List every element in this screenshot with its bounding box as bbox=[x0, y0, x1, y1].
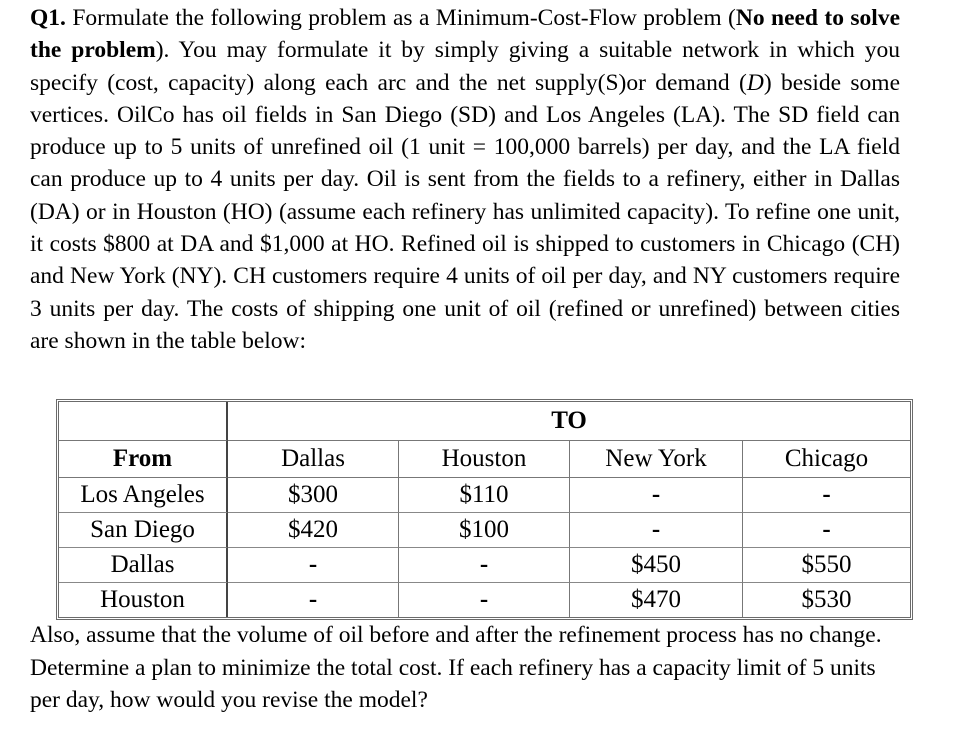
table-cell: - bbox=[228, 548, 399, 583]
table-cell: - bbox=[743, 478, 910, 513]
column-header: Chicago bbox=[743, 441, 910, 478]
table-cell: - bbox=[399, 583, 570, 617]
table-row bbox=[59, 513, 910, 548]
question-body: beside some vertices. OilCo has oil fields in San Diego (SD) and Los Angeles (LA). The SD field can produce up to 5 units of unrefined oil (1 unit = 100,000 barrels) per day, and the LA field can produce up to 4 units per day. Oil is sent from the fields to a refinery, either in Dallas (DA) or in Houston (HO) (assume each refinery has unlimited capacity). To refine one unit, it costs $800 at DA and $1,000 at HO. Refined oil is shipped to customers in Chicago (CH) and New York (NY). CH customers require 4 units of oil per day, and NY customers require 3 units per day. The costs of shipping one unit of oil (refined or unrefined) between cities are shown bbox=[30, 69, 901, 354]
table-cell: $550 bbox=[743, 548, 910, 583]
question-text bbox=[30, 2, 900, 357]
column-header: New York bbox=[570, 441, 743, 478]
cost-table-wrapper bbox=[56, 399, 913, 612]
column-header: Dallas bbox=[228, 441, 399, 478]
table-cell: $110 bbox=[399, 478, 570, 513]
table-cell: $450 bbox=[570, 548, 743, 583]
table-cell: $420 bbox=[228, 513, 399, 548]
row-header: Dallas bbox=[59, 548, 228, 583]
shipping-cost-table bbox=[56, 399, 913, 620]
question-number: Q1. bbox=[30, 5, 66, 31]
table-row bbox=[59, 478, 910, 513]
table-cell: - bbox=[399, 548, 570, 583]
table-cell: - bbox=[743, 513, 910, 548]
table-row bbox=[59, 583, 910, 617]
question-last-line: in the table below: bbox=[131, 327, 307, 354]
row-header: Los Angeles bbox=[59, 478, 228, 513]
row-header: Houston bbox=[59, 583, 228, 617]
to-header: TO bbox=[228, 402, 910, 441]
close-paren: ) bbox=[763, 69, 772, 96]
table-cell: - bbox=[570, 478, 743, 513]
table-cell: $470 bbox=[570, 583, 743, 617]
supply-symbol: (S) bbox=[597, 69, 627, 96]
row-header: San Diego bbox=[59, 513, 228, 548]
from-header: From bbox=[59, 441, 228, 478]
table-cell: $100 bbox=[399, 513, 570, 548]
table-cell: - bbox=[228, 583, 399, 617]
question-intro: Formulate the following problem as a Minimum-Cost-Flow problem ( bbox=[65, 5, 736, 31]
table-to-row bbox=[59, 402, 910, 441]
followup-text: Also, assume that the volume of oil before and after the refinement process has no change. Determine a plan to minimize the total cost. If each refinery has a capacity limit of 5 units per day, how would you revise the model? bbox=[30, 622, 882, 713]
table-cell: $300 bbox=[228, 478, 399, 513]
table-cell: - bbox=[570, 513, 743, 548]
column-header: Houston bbox=[399, 441, 570, 478]
question-after-note: ). You may formulate it by simply giving a suitable network in which you specify (cost, capacity) along each arc and the net supply bbox=[30, 37, 900, 96]
demand-symbol: D bbox=[746, 69, 764, 96]
no-need-note: No need to solve the problem bbox=[30, 5, 900, 64]
table-row bbox=[59, 548, 910, 583]
table-cell: $530 bbox=[801, 586, 852, 613]
table-header-row bbox=[59, 441, 910, 478]
or-demand-text: or demand ( bbox=[626, 69, 747, 96]
